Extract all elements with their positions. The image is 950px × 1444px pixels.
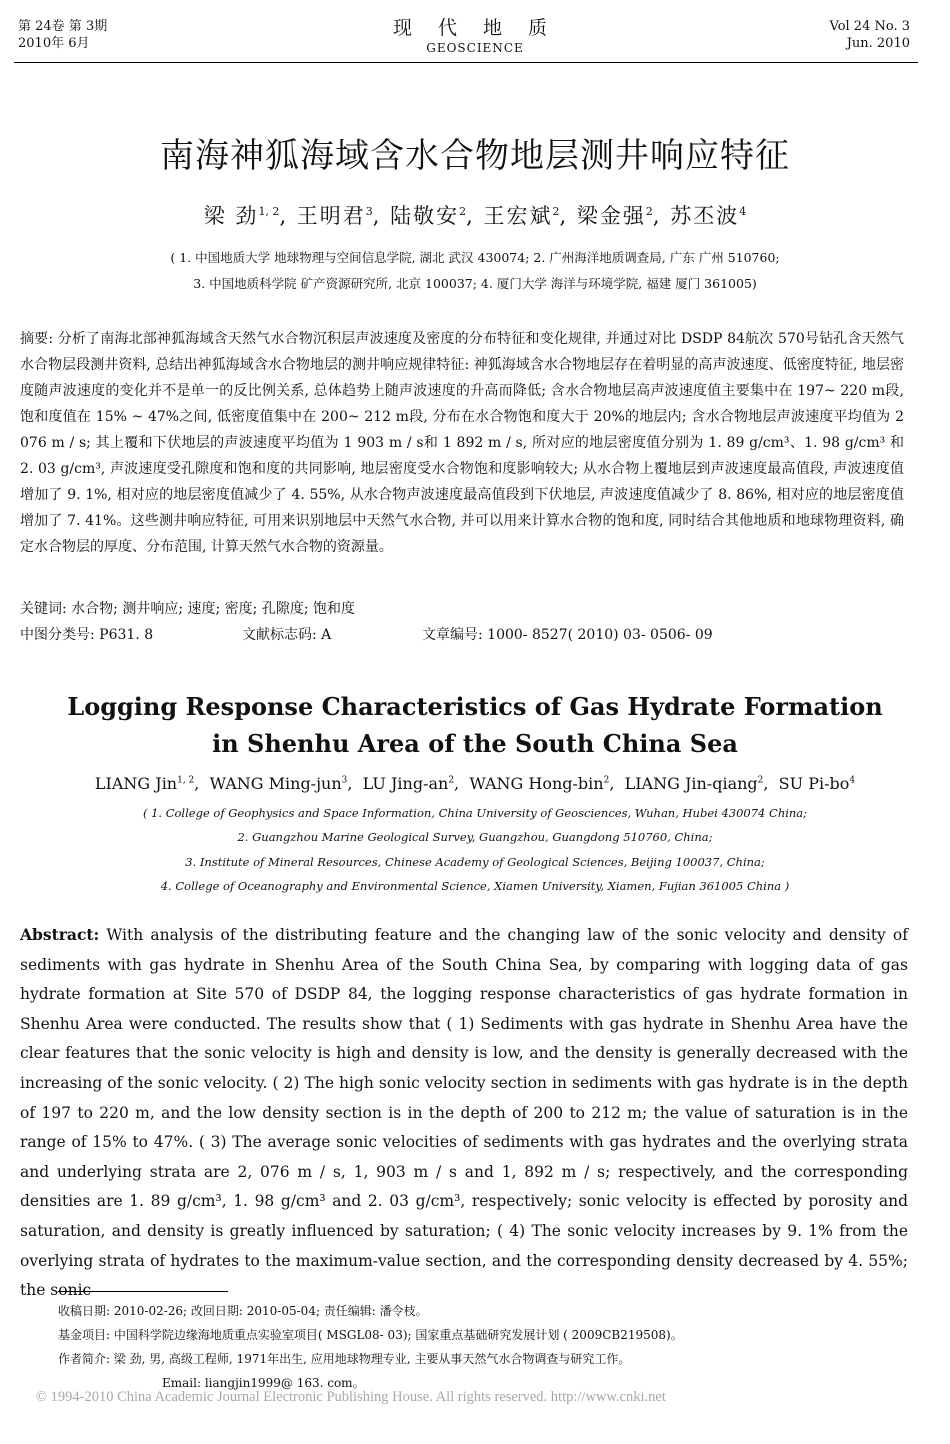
abstract-cn: 摘要: 分析了南海北部神狐海域含天然气水合物沉积层声波速度及密度的分布特征和变化规律, 并通过对比 DSDP 84航次 570号钻孔含天然气水合物层段测井资料, 总结出神狐海域含水合物地层的测井响应规律特征: 神狐海域含水合物地层存在着明显的高声波速度、低密度特征, 地层密度随声波速度的变化并不是单一的反比例关系, 总体趋势上随声波速度的升高而降低; 含水合物地层高声波速度值主要集中在 197~ 220 m段, 饱和度值在 15% ~ 47%之间, 低密度值集中在 200~ 212 m段, 分布在水合物饱和度大于 20%的地层内; 含水合物地层声波速度平均值为 2 076 m / s; 其上覆和下伏地层的声波速度平均值为 1 903 m / s和 1 892 m / s, 所对应的地层密度值分别为 1. 89 g/cm³、1. 98 g/cm³ 和 2. 03 g/cm³, 声波速度受孔隙度和饱和度的共同影响, 地层密度受水合物饱和度影响较大; 从水合物上覆地层到声波速度最高值段, 声波速度值增加了 9. 1%, 相对应的地层密度值减少了 4. 55%, 从水合物声波速度最高值段到下伏地层, 声波速度值减少了 8. 86%, 相对应的地层密度值增加了 7. 41%。这些测井响应特征, 可用来识别地层中天然气水合物, 并可以用来计算水合物的饱和度, 同时结合其他地质和地球物理资料, 确定水合物层的厚度、分布范围, 计算天然气水合物的资源量。 xyxy=(20,331,904,555)
author-name: 梁 劲 xyxy=(203,204,259,228)
author-affiliation-marker: 1, 2 xyxy=(177,775,195,786)
article-title-en-line: in Shenhu Area of the South China Sea xyxy=(212,729,738,758)
date-en: Jun. 2010 xyxy=(846,36,910,51)
author-name: 王明君 xyxy=(296,204,366,228)
affiliation-en-line: 2. Guangzhou Marine Geological Survey, Guangzhou, Guangdong 510760, China; xyxy=(237,830,713,844)
author-affiliation-marker: 2 xyxy=(757,775,764,786)
author-affiliation-marker: 4 xyxy=(849,775,856,786)
author-list-cn: 梁 劲$^{1, 2}$, 王明君$^3$, 陆敬安$^2$, 王宏斌$^2$, 梁金强$^2$, 苏丕波$^4$ xyxy=(203,204,747,228)
author-affiliation-marker: 2 xyxy=(552,205,560,218)
author-affiliation-marker: 1, 2 xyxy=(258,205,280,218)
affiliation-cn-line: 3. 中国地质科学院 矿产资源研究所, 北京 100037; 4. 厦门大学 海洋与环境学院, 福建 厦门 361005) xyxy=(193,276,757,291)
author-affiliation-marker: 2 xyxy=(448,775,455,786)
author-name: WANG Ming-jun xyxy=(209,774,342,793)
affiliation-en-line: 4. College of Oceanography and Environmental Science, Xiamen University, Xiamen, Fujian 361005 China ) xyxy=(160,879,790,893)
author-name: 梁金强 xyxy=(576,204,646,228)
footnote-dates: 收稿日期: 2010-02-26; 改回日期: 2010-05-04; 责任编辑: 潘令枝。 xyxy=(58,1304,428,1318)
abstract-en xyxy=(20,920,908,1306)
author-affiliation-marker: 4 xyxy=(739,205,747,218)
running-header-right xyxy=(830,18,911,52)
date-cn: 2010年 6月 xyxy=(18,36,90,51)
author-affiliation-marker: 2 xyxy=(459,205,467,218)
footnote-author-bio: 作者简介: 梁 劲, 男, 高级工程师, 1971年出生, 应用地球物理专业, 主要从事天然气水合物调查与研究工作。 xyxy=(58,1352,631,1366)
affiliation-cn-line: ( 1. 中国地质大学 地球物理与空间信息学院, 湖北 武汉 430074; 2. 广州海洋地质调查局, 广东 广州 510760; xyxy=(170,250,780,265)
author-name: 陆敬安 xyxy=(390,204,460,228)
document-code: 文献标志码: A xyxy=(242,627,332,643)
footnote-divider xyxy=(58,1291,228,1292)
journal-name-en: GEOSCIENCE xyxy=(426,41,524,55)
running-header-center xyxy=(0,16,950,56)
article-title-en-line: Logging Response Characteristics of Gas Hydrate Formation xyxy=(67,692,883,721)
volume-issue-en: Vol 24 No. 3 xyxy=(829,19,910,34)
author-list-en: LIANG Jin$^{1, 2}$, WANG Ming-jun$^3$, LU Jing-$an^2$, WANG Hong-bin$^2$, LIANG Jin-qiang$^2$, SU $Pi-bo^4$ xyxy=(94,774,856,793)
abstract-en-label: Abstract: xyxy=(20,925,100,944)
header-divider xyxy=(14,62,918,63)
author-name: LIANG Jin-qiang xyxy=(624,774,758,793)
author-affiliation-marker: 2 xyxy=(603,775,610,786)
author-name: SU Pi-bo xyxy=(778,774,850,793)
article-title-en xyxy=(0,688,950,762)
author-name: WANG Hong-bin xyxy=(469,774,604,793)
article-title-cn: 南海神狐海域含水合物地层测井响应特征 xyxy=(160,136,790,176)
author-affiliation-marker: 2 xyxy=(645,205,653,218)
footnote-funding: 基金项目: 中国科学院边缘海地质重点实验室项目( MSGL08- 03); 国家重点基础研究发展计划 ( 2009CB219508)。 xyxy=(58,1328,683,1342)
footnote-email: Email: liangjin1999@ 163. com。 xyxy=(162,1376,365,1390)
affiliation-en-line: ( 1. College of Geophysics and Space Information, China University of Geosciences, Wuhan, Hubei 430074 China; xyxy=(142,806,808,820)
journal-name-cn: 现 代 地 质 xyxy=(392,17,558,39)
author-name: LIANG Jin xyxy=(94,774,178,793)
keywords-cn: 关键词: 水合物; 测井响应; 速度; 密度; 孔隙度; 饱和度 xyxy=(20,601,356,617)
copyright-notice: © 1994-2010 China Academic Journal Electronic Publishing House. All rights reserved. http://www.cnki.net xyxy=(36,1389,666,1405)
author-affiliation-marker: 3 xyxy=(341,775,348,786)
author-name: LU Jing-an xyxy=(362,774,449,793)
article-number: 文章编号: 1000- 8527( 2010) 03- 0506- 09 xyxy=(422,627,713,643)
volume-issue-cn: 第 24卷 第 3期 xyxy=(18,19,108,34)
clc-number: 中图分类号: P631. 8 xyxy=(20,627,154,643)
affiliation-en-line: 3. Institute of Mineral Resources, Chinese Academy of Geological Sciences, Beijing 100037, China; xyxy=(185,855,765,869)
author-affiliation-marker: 3 xyxy=(365,205,373,218)
author-name: 王宏斌 xyxy=(483,204,553,228)
author-name: 苏丕波 xyxy=(670,204,740,228)
abstract-en-text: With analysis of the distributing feature and the changing law of the sonic velocity and density of sediments with gas hydrate in Shenhu Area of the South China Sea, by comparing with logging data of gas hydrate formation at Site 570 of DSDP 84, the logging response characteristics of gas hydrate formation in Shenhu Area were conducted. The results show that ( 1) Sediments with gas hydrate in Shenhu Area have the clear features that the sonic velocity is high and density is low, and the density is generally decreased with the increasing of the sonic velocity. ( 2) The high sonic velocity section in sediments with gas hydrate is in the depth of 197 to 220 m, and the low density section is in the depth of 200 to 212 m; the value of saturation is in the range of 15% to 47%. ( 3) The average sonic velocities of sediments with gas hydrates and the overlying strata and underlying strata are 2, 076 m / s, 1, 903 m / s and 1, 892 m / s; respectively, and the corresponding densities are 1. 89 g/cm³, 1. 98 g/cm³ and 2. 03 g/cm³, respectively; sonic velocity is effected by porosity and saturation, and density is greatly influenced by saturation; ( 4) The sonic velocity increases by 9. 1% from the overlying strata of hydrates to the maximum-value section, and the corresponding density decreased by 4. 55%; the sonic xyxy=(20,926,908,1300)
